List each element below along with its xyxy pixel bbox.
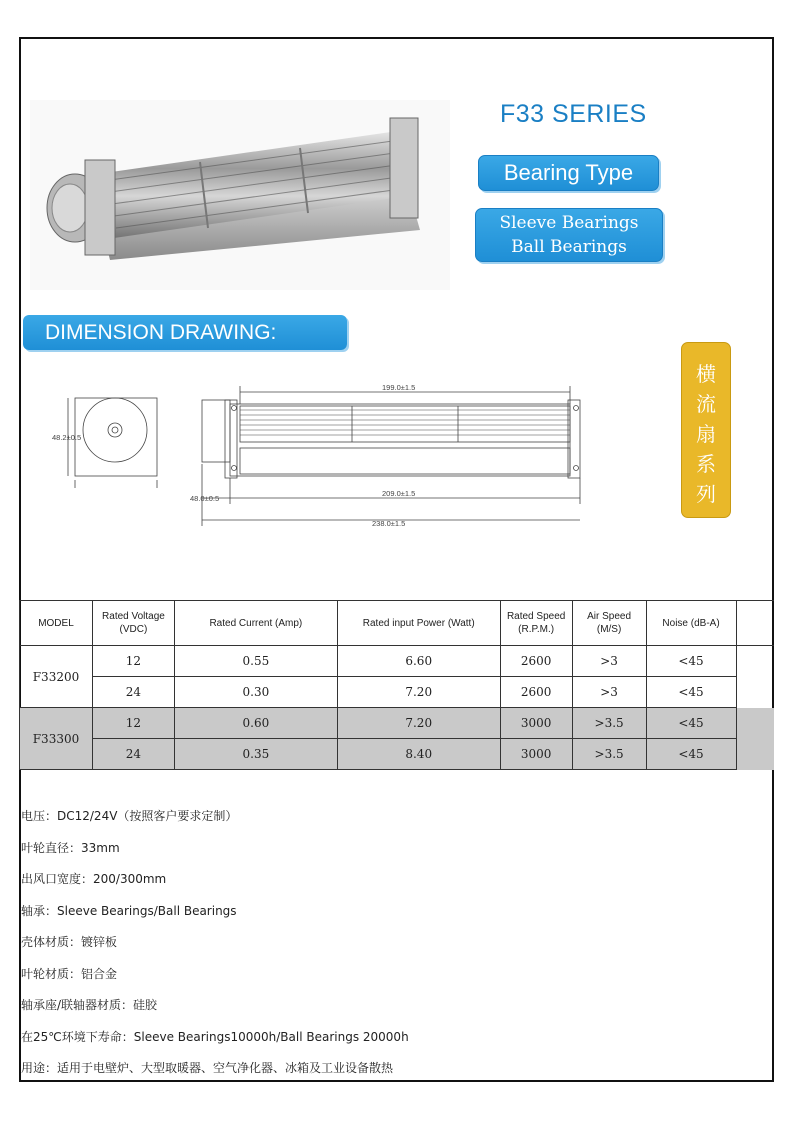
spec-table — [19, 600, 774, 770]
cell-air: >3.5 — [572, 708, 646, 739]
cell-noise: <45 — [646, 708, 736, 739]
th-empty — [736, 601, 774, 646]
cell-air: >3 — [572, 646, 646, 677]
note-outlet-width: 出风口宽度：200/300mm — [21, 872, 167, 886]
label-238: 238.0±1.5 — [372, 519, 406, 528]
th-noise: Noise (dB-A) — [646, 601, 736, 646]
cell-power: 7.20 — [337, 708, 500, 739]
th-air: Air Speed (M/S) — [572, 601, 646, 646]
cell-noise: <45 — [646, 646, 736, 677]
cell-empty — [736, 677, 774, 708]
bearing-option-ball: Ball Bearings — [511, 237, 627, 257]
side-tag-char: 扇 — [696, 422, 716, 446]
note-impeller-material: 叶轮材质：铝合金 — [21, 966, 118, 981]
note-voltage: 电压：DC12/24V（按照客户要求定制） — [21, 809, 238, 823]
cell-model: F33200 — [20, 646, 93, 708]
cell-power: 8.40 — [337, 739, 500, 770]
cell-speed: 3000 — [500, 739, 572, 770]
end-view-circle — [83, 398, 147, 462]
table-row — [20, 708, 775, 739]
cell-power: 7.20 — [337, 677, 500, 708]
side-tag-char: 系 — [696, 452, 716, 476]
cell-current: 0.60 — [174, 708, 337, 739]
side-tag-char: 列 — [696, 482, 716, 506]
dimension-drawing — [40, 368, 640, 568]
dimension-drawing-heading — [23, 315, 347, 350]
table-header-row — [20, 601, 775, 646]
bearing-type-label: Bearing Type — [503, 160, 634, 185]
th-model: MODEL — [20, 601, 93, 646]
cell-empty — [736, 646, 774, 677]
bearing-type-badge — [478, 155, 659, 191]
cell-voltage: 12 — [92, 646, 174, 677]
cell-current: 0.30 — [174, 677, 337, 708]
label-209: 209.0±1.5 — [382, 489, 416, 498]
cell-current: 0.35 — [174, 739, 337, 770]
note-application: 用途：适用于电壁炉、大型取暖器、空气净化器、冰箱及工业设备散热 — [21, 1061, 394, 1075]
spec-notes — [21, 806, 761, 1090]
table-row — [20, 739, 775, 770]
label-48: 48.0±0.5 — [190, 494, 220, 503]
cell-current: 0.55 — [174, 646, 337, 677]
note-lifetime: 在25℃环境下寿命：Sleeve Bearings10000h/Ball Bearings 20000h — [21, 1029, 409, 1044]
side-tag-char: 横 — [696, 362, 716, 386]
cell-empty — [736, 708, 774, 739]
side-category-tag — [681, 342, 731, 518]
th-power: Rated input Power (Watt) — [337, 601, 500, 646]
th-current: Rated Current (Amp) — [174, 601, 337, 646]
note-housing-material: 壳体材质：镀锌板 — [21, 935, 118, 949]
cell-air: >3.5 — [572, 739, 646, 770]
table-row — [20, 677, 775, 708]
cell-power: 6.60 — [337, 646, 500, 677]
product-photo — [30, 100, 450, 290]
series-title: F33 SERIES — [500, 100, 647, 128]
cell-speed: 2600 — [500, 677, 572, 708]
note-bearing: 轴承：Sleeve Bearings/Ball Bearings — [21, 903, 237, 918]
cell-noise: <45 — [646, 677, 736, 708]
cell-voltage: 12 — [92, 708, 174, 739]
note-bearing-seat-material: 轴承座/联轴器材质：硅胶 — [21, 998, 158, 1012]
label-199: 199.0±1.5 — [382, 383, 416, 392]
th-voltage: Rated Voltage (VDC) — [92, 601, 174, 646]
cell-model: F33300 — [20, 708, 93, 770]
table-row — [20, 646, 775, 677]
note-impeller-diameter: 叶轮直径：33mm — [21, 840, 120, 855]
cell-voltage: 24 — [92, 739, 174, 770]
label-side-height: 48.2±0.5 — [52, 433, 82, 442]
cell-air: >3 — [572, 677, 646, 708]
cell-noise: <45 — [646, 739, 736, 770]
th-speed: Rated Speed (R.P.M.) — [500, 601, 572, 646]
side-tag-char: 流 — [696, 392, 716, 416]
dimension-drawing-title: DIMENSION DRAWING: — [45, 321, 277, 344]
cell-empty — [736, 739, 774, 770]
cell-voltage: 24 — [92, 677, 174, 708]
cell-speed: 3000 — [500, 708, 572, 739]
bearing-options-badge — [475, 208, 663, 262]
cell-speed: 2600 — [500, 646, 572, 677]
bearing-option-sleeve: Sleeve Bearings — [499, 213, 639, 233]
